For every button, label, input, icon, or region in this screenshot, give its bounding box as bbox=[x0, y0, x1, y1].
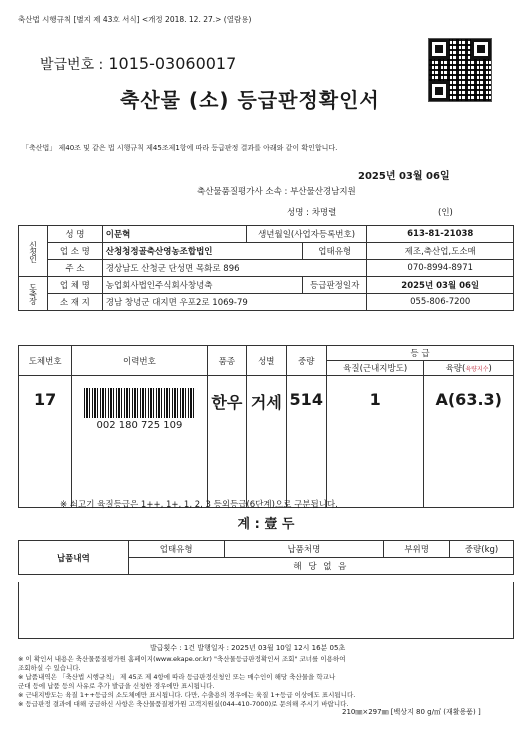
grade-footnote: ※ 쇠고기 육질등급은 1++, 1+, 1, 2, 3 등외등급(6단계)으로 구분됩니다. bbox=[60, 500, 338, 510]
grade-date-value: 2025년 03월 06일 bbox=[367, 277, 514, 294]
col-yield-label: 육량( bbox=[445, 364, 466, 374]
delivery-col-biztype: 업태유형 bbox=[128, 541, 224, 558]
biztype-label: 업태유형 bbox=[302, 243, 366, 260]
grader-name: 성명 : 차명렬 bbox=[287, 208, 337, 218]
business-label: 업 소 명 bbox=[48, 243, 103, 260]
paper-spec: 210㎜×297㎜ [백상지 80 g/㎡ (재활용품) ] bbox=[342, 708, 481, 716]
slaughterhouse-phone: 055-806-7200 bbox=[367, 294, 514, 311]
barcode-icon bbox=[84, 388, 194, 418]
col-breed: 품종 bbox=[207, 346, 246, 376]
quality-grade: 1 bbox=[326, 376, 424, 508]
issue-date: 2025년 03월 06일 bbox=[358, 171, 450, 182]
document-title: 축산물 (소) 등급판정확인서 bbox=[120, 88, 380, 112]
issue-number-value: 1015-03060017 bbox=[108, 54, 237, 73]
form-note: 축산법 시행규칙 [별지 제 43호 서식] <개정 2018. 12. 27.> (열람용) bbox=[18, 15, 252, 24]
biztype-value: 제조,축산업,도소매 bbox=[367, 243, 514, 260]
address-label: 주 소 bbox=[48, 260, 103, 277]
trace-number: 002 180 725 109 bbox=[96, 420, 183, 431]
delivery-col-weight: 중량(kg) bbox=[450, 541, 514, 558]
issue-number-label: 발급번호 : bbox=[40, 57, 104, 73]
birth-label: 생년월일(사업자등록번호) bbox=[246, 226, 367, 243]
weight-value: 514 bbox=[286, 376, 326, 508]
delivery-label: 납품내역 bbox=[19, 541, 129, 575]
col-trace-no: 이력번호 bbox=[72, 346, 207, 376]
note-line: 군대 등에 납품 등의 사유로 추가 발급을 신청한 경우에만 표시됩니다. bbox=[18, 682, 215, 690]
note-line: ※ 납품내역은 「축산법 시행규칙」 제 45조 제 4항에 따라 등급판정신청인 또는 매수인이 해당 축산물을 학교나 bbox=[18, 673, 336, 681]
note-line: ※ 근내지방도는 육질 1++등급의 소도체에만 표시됩니다. 다만, 수출용의 경우에는 육질 1+등급 이상에도 표시됩니다. bbox=[18, 691, 356, 699]
applicant-section-label: 신청인 bbox=[19, 226, 48, 277]
company-label: 업 체 명 bbox=[48, 277, 103, 294]
seal-mark: (인) bbox=[438, 208, 453, 218]
issue-number bbox=[40, 54, 236, 74]
delivery-table bbox=[18, 540, 514, 575]
info-table bbox=[18, 225, 514, 311]
note-line: ※ 등급판정 결과에 대해 궁금하신 사항은 축산물품질평가원 고객지원실(044-410-7000)로 문의해 주시기 바랍니다. bbox=[18, 700, 349, 708]
col-yield-sub: 육량지수 bbox=[465, 366, 489, 373]
location-value: 경남 창녕군 대지면 우포2로 1069-79 bbox=[102, 294, 367, 311]
note-line: ※ 이 확인서 내용은 축산물품질평가원 홈페이지(www.ekape.or.kr) "축산물등급판정확인서 조회" 코너를 이용하여 bbox=[18, 655, 346, 663]
company-value: 농업회사법인주식회사창녕축 bbox=[102, 277, 302, 294]
col-yield-close: ) bbox=[488, 364, 492, 374]
grade-date-label: 등급판정일자 bbox=[302, 277, 366, 294]
business-name: 산청청정골축산영농조합법인 bbox=[102, 243, 302, 260]
grading-table bbox=[18, 345, 514, 508]
applicant-name: 이문혁 bbox=[102, 226, 246, 243]
name-label: 성 명 bbox=[48, 226, 103, 243]
note-line: 조회하실 수 있습니다. bbox=[18, 664, 81, 672]
yield-grade: A(63.3) bbox=[424, 376, 514, 508]
print-info: 발급횟수 : 1건 발행일자 : 2025년 03월 10일 12시 16분 05초 bbox=[150, 644, 346, 652]
delivery-col-part: 부위명 bbox=[384, 541, 450, 558]
location-label: 소 재 지 bbox=[48, 294, 103, 311]
legal-text: 「축산법」 제40조 및 같은 법 시행규칙 제45조제1항에 따라 등급판정 결과를 아래와 같이 확인합니다. bbox=[22, 144, 338, 152]
qr-code-icon bbox=[428, 38, 492, 102]
grader-organization: 축산물품질평가사 소속 : 부산물산경남지원 bbox=[197, 187, 356, 197]
sex-value: 거세 bbox=[247, 376, 286, 508]
carcass-number: 17 bbox=[19, 376, 72, 508]
breed-value: 한우 bbox=[207, 376, 246, 508]
total-count: 계 : 壹 두 bbox=[237, 517, 295, 532]
delivery-empty-area bbox=[18, 582, 514, 639]
address-value: 경상남도 산청군 단성면 목화로 896 bbox=[102, 260, 367, 277]
col-grade: 등 급 bbox=[326, 346, 513, 361]
col-yield bbox=[424, 361, 514, 376]
trace-cell bbox=[72, 376, 207, 508]
delivery-none: 해 당 없 음 bbox=[128, 558, 513, 575]
col-quality: 육질(근내지방도) bbox=[326, 361, 424, 376]
delivery-col-dest: 납품처명 bbox=[224, 541, 384, 558]
col-weight: 중량 bbox=[286, 346, 326, 376]
col-carcass-no: 도체번호 bbox=[19, 346, 72, 376]
col-sex: 성별 bbox=[247, 346, 286, 376]
notes-block bbox=[18, 655, 355, 709]
applicant-phone: 070-8994-8971 bbox=[367, 260, 514, 277]
birth-value: 613-81-21038 bbox=[367, 226, 514, 243]
slaughterhouse-section-label: 도축장 bbox=[19, 277, 48, 311]
